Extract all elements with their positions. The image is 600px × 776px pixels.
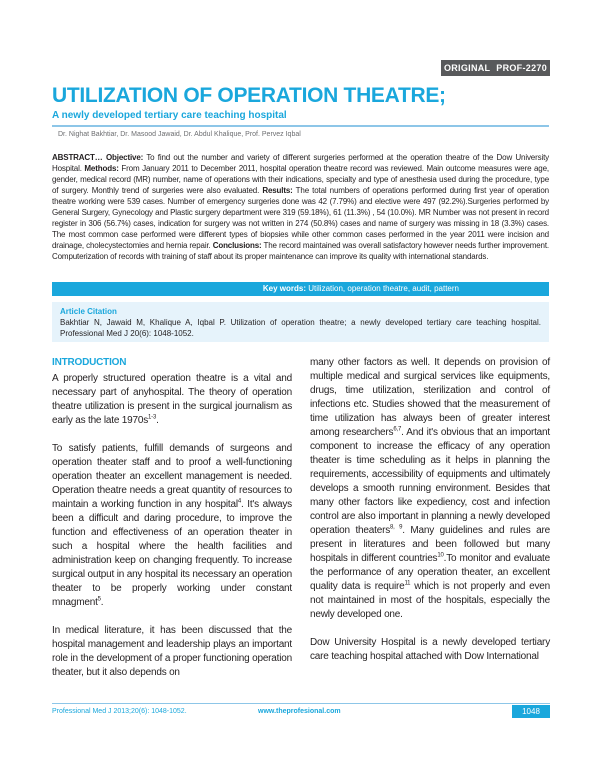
abstract-conclusions: The record maintained was overall satisfactory however needs further improvement. Computerization of records with training of staff about its proper maintenance can improve its quality with international standards. [52,241,550,261]
abstract [52,152,549,262]
footer-journal: Professional Med J 2013;20(6): 1048-1052. [52,708,187,715]
introduction-heading: INTRODUCTION [52,357,127,368]
article-citation-box [52,302,549,342]
keywords-text: Utilization, operation theatre, audit, pattern [306,284,459,293]
article-type: ORIGINAL [443,63,491,73]
abstract-results: The total numbers of operations performed during first year of operation theatre working were 539 cases. Number of emergency surgeries done was 42 (7.79%) and elective were 497 (92.2%).Surgeries performed by General Surgery, Gynecology and Plastic surgery department were 319 (59.18%), 61 (11.3%) , 54 (10.0%). MR Number was not present in record register in 306 (56.7%) cases, indication for surgery was not written in 274 (50.8%) cases and name of surgery was missing in 18 (3.3%) cases. The most common case performed were different types of biopsies while other common cases performed in the year 2011 were incision and drainage, cholecystectomies and hernia repair. [52,186,549,250]
paragraph: A properly structured operation theatre is a vital and necessary part of anyhospital. The theory of operation theatre utilization is present in the surgical journalism as early as the late $1970s^{1-3}$. [52,373,292,426]
abstract-objective-label: ABSTRACT… Objective: [52,153,144,162]
reference-marker: 10 [437,552,444,559]
reference-marker: 8, 9 [390,524,403,531]
abstract-methods-label: Methods: [84,164,119,173]
article-title: UTILIZATION OF OPERATION THEATRE; [52,84,446,107]
body-column-right [310,356,550,678]
paragraph: In medical literature, it has been discussed that the hospital management and leadership plays an important role in the development of a proper functioning operation theater, but it also depends on [52,625,292,678]
article-id: PROF-2270 [496,63,548,73]
article-type-tag [441,60,550,76]
title-divider [52,125,549,127]
article-subtitle: A newly developed tertiary care teaching hospital [52,110,287,121]
reference-marker: 6,7 [393,426,402,433]
keywords-bar [52,282,549,296]
paragraph: To satisfy patients, fulfill demands of surgeons and operation theater staff and to proof a well-functioning operation theater an excellent management is needed. Operation theatre needs a great quantity of resources to maintain a working function in any hospital$^4$. It's always been a difficult and daring procedure, to improve the function and effectiveness of an operation theater in such a hospital where the health facilities and administration keep on changing frequently. To increase surgical output in any hospital its necessary an operation theater to be properly working under constant mnagment$^5$. [52,443,292,608]
reference-marker: 5 [97,596,101,603]
page-number: 1048 [512,705,550,718]
citation-heading: Article Citation [60,307,117,316]
reference-marker: 4 [237,498,242,505]
citation-text: Bakhtiar N, Jawaid M, Khalique A, Iqbal P. Utilization of operation theatre; a newly developed tertiary care teaching hospital. Professional Med J 20(6): 1048-1052. [60,318,541,338]
paragraph: many other factors as well. It depends on provision of multiple medical and surgical services like equipments, drugs, time utilization, sterilization and control of infections etc. Studies showed that the measurement of time utilization has always been of greater interest among researchers$^{6,7}$. And it's obvious that an important component to increase the efficacy of any operation theater is time scheduling as it helps in planning the requirements, accessibility of equipments and ultimately develops a smooth running environment. Besides that many other factors like expediency, cost and infection control are also important in planning a newly developed operation theaters$^{8, 9}$. Many guidelines and rules are present in literatures and been followed but many hospitals in different countries$^{10}$.To monitor and evaluate the performance of any operation theater, an excellent quality data is require$^{11}$ which is not properly and even not maintained in most of the hospitals, especially the newly developed one. [310,357,550,620]
reference-marker: 1-3 [148,414,157,421]
abstract-objective: To find out the number and variety of different surgeries performed at the operation theatre of the Dow University Hospital. [52,153,550,173]
abstract-results-label: Results: [262,186,293,195]
abstract-conclusions-label: Conclusions: [212,241,262,250]
reference-marker: 11 [404,580,411,587]
body-column-left [52,356,292,694]
author-list: Dr. Nighat Bakhtiar, Dr. Masood Jawaid, Dr. Abdul Khalique, Prof. Pervez Iqbal [58,131,301,138]
paragraph: Dow University Hospital is a newly developed tertiary care teaching hospital attached with Dow International [310,637,550,662]
footer-url[interactable]: www.theprofesional.com [258,708,341,715]
footer-divider [52,703,550,704]
keywords-label: Key words: [262,284,307,293]
abstract-methods: From January 2011 to December 2011, hospital operation theatre record was reviewed. Main outcome measures were age, gender, medical record (MR) number, name of operations with their indications, specialty and type of anesthesia used during the procedure, type of surgery. Monthly trend of surgeries were also evaluated. [52,164,549,195]
